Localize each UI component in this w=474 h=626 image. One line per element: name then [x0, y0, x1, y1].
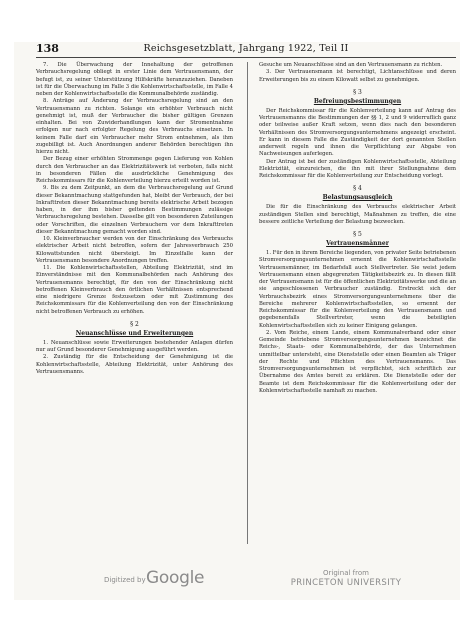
- section-number: § 3: [353, 88, 362, 96]
- section-number: § 5: [353, 231, 362, 238]
- paragraph: 10. Kleinverbraucher werden von der Einschränkung des Verbrauchs elektrischer Arbeit nicht betroffen, sofern der Jahresverbrauch 250 Kilowattstunden nicht übersteigt. Im Einzelfalle kann der Vertrauensmann besondere Anordnungen treffen.: [36, 236, 233, 264]
- paragraph: 2. Vom Reiche, einem Lande, einem Kommunalverband oder einer Gemeinde betriebene Stromversorgungsunternehmen bezeichnet die Reichs-, Staats- oder Kommunalbehörde, der das Unternehmen unmittelbar untersteht, eine Dienststelle oder einen Beamten als Träger der Rechte und Pflichten des Vertrauensmanns. Das Stromversorgungsunternehmen ist verpflichtet, sich schriftlich zur Übernahme des Amtes bereit zu erklären. Die Dienststelle oder der Beamte ist dem Reichskommissar für die Kohlenverteilung oder der Kohlenwirtschaftsstelle namhaft zu machen.: [259, 329, 456, 394]
- digitization-footer: [14, 562, 460, 600]
- google-logo: Google: [146, 568, 205, 588]
- paragraph: 1. Neuanschlüsse sowie Erweiterungen bestehender Anlagen dürfen nur auf Grund besonderer Genehmigung ausgeführt werden.: [36, 339, 233, 353]
- paragraph: Der Reichskommissar für die Kohlenverteilung kann auf Antrag des Vertrauensmanns die Bestimmungen der §§ 1, 2 und 9 widerruflich ganz oder teilweise außer Kraft setzen, wenn dies nach den besonderen Verhältnissen des Stromversorgungsunternehmens angezeigt erscheint. Er kann in diesem Falle die Zuständigkeit der dort genannten Stellen anderweit regeln und ihnen die Verpflichtung zur Abgabe von Nachweisungen auferlegen.: [259, 107, 456, 158]
- paragraph: Die für die Einschränkung des Verbrauchs elektrischer Arbeit zuständigen Stellen sind berechtigt, Maßnahmen zu treffen, die eine bessere zeitliche Verteilung der Belastung bezwecken.: [259, 204, 456, 225]
- running-header: [36, 42, 456, 56]
- paragraph: 8. Anträge auf Änderung der Verbrauchsregelung sind an den Vertrauensmann zu richten. Solange ein erhöhter Verbrauch nicht genehmigt ist, muß der Verbraucher die bisher gültigen Grenzen einhalten. Bei von Zuwiderhandlungen kann der Stromentnahme erfolgen nur nach erfolgter Regelung des Verbrauchs einsetzen. In keinem Falle darf ein Verbraucher mehr Strom entnehmen, als ihm zugebilligt ist. Auch Anordnungen anderer Behörden berechtigen ihn hierzu nicht.: [36, 98, 233, 155]
- left-column: [36, 62, 233, 376]
- paragraph: 2. Zuständig für die Entscheidung der Genehmigung ist die Kohlenwirtschaftsstelle, Abteilung Elektrizität, unter Anhörung des Vertrauensmanns.: [36, 354, 233, 375]
- paragraph: Der Bezug einer erhöhten Strommenge gegen Lieferung von Kohlen durch den Verbraucher an das Elektrizitätswerk ist verboten, falls nicht in besonderen Fällen die ausdrückliche Genehmigung des Reichskommissars für die Kohlenverteilung hierzu erteilt worden ist.: [36, 156, 233, 184]
- paragraph: 11. Die Kohlenwirtschaftsstellen, Abteilung Elektrizität, sind im Einverständnisse mit den Kommunalbehörden nach Anhörung des Vertrauensmanns berechtigt, für den von der Einschränkung nicht betroffenen Kleinverbrauch den örtlichen Verhältnissen entsprechend eine niedrigere Grenze festzusetzen oder mit Zustimmung des Reichskommissars für die Kohlenverteilung den von der Einschränkung nicht betroffenen Verbrauch zu erhöhen.: [36, 265, 233, 315]
- section-heading: Belastungsausgleich: [322, 194, 393, 202]
- section-heading: Befreiungsbestimmungen: [313, 97, 402, 105]
- digitized-by-label: Digitized by: [104, 576, 146, 584]
- running-title: Reichsgesetzblatt, Jahrgang 1922, Teil II: [143, 43, 349, 54]
- paragraph: 7. Die Überwachung der Innehaltung der getroffenen Verbrauchsregelung obliegt in erster Linie dem Vertrauensmann, der befugt ist, zu seiner Unterstützung Hilfskräfte heranzuziehen. Daneben ist für die Überwachung im Falle 3 die Kohlenwirtschaftsstelle, im Falle 4 neben der Kohlenwirtschaftsstelle die Kommunalbehörde zuständig.: [36, 62, 233, 97]
- original-from-label: Original from: [323, 569, 369, 577]
- paragraph: 3. Der Vertrauensmann ist berechtigt, Lichtanschlüsse und deren Erweiterungen bis zu einem Kilowatt selbst zu genehmigen.: [259, 69, 456, 83]
- section-heading: Neuanschlüsse und Erweiterungen: [75, 329, 194, 337]
- paragraph: 9. Bis zu dem Zeitpunkt, an dem die Verbrauchsregelung auf Grund dieser Bekanntmachung stattgefunden hat, bleibt der Verbrauch, der bei Inkrafttreten dieser Bekanntmachung bereits elektrische Arbeit bezogen haben, in der ihm bisher geltenden Bestimmungen zulässige Verbrauchsregelung bestehen. Dasselbe gilt von besonderen Zuteilungen oder Vorschriften, die einzelnen Verbrauchern vor dem Inkrafttreten dieser Bekanntmachung gemacht worden sind.: [36, 185, 233, 235]
- header-rule: [36, 57, 456, 58]
- column-rule: [247, 62, 248, 544]
- page-number: 138: [36, 42, 59, 55]
- section-number: § 2: [130, 320, 139, 328]
- section-heading: Vertrauensmänner: [326, 240, 389, 247]
- paragraph: Gesuche um Neuanschlüsse sind an den Vertrauensmann zu richten.: [259, 62, 443, 68]
- document-page: [14, 42, 460, 600]
- section-number: § 4: [353, 185, 362, 193]
- institution-name: PRINCETON UNIVERSITY: [290, 578, 402, 588]
- paragraph: Der Antrag ist bei der zuständigen Kohlenwirtschaftsstelle, Abteilung Elektrizität, einzureichen, die ihn mit ihrer Stellungnahme dem Reichskommissar für die Kohlenverteilung zur Entscheidung vorlegt.: [259, 158, 456, 179]
- original-source: [276, 568, 416, 589]
- paragraph: 1. Für den in ihrem Bereiche liegenden, von privater Seite betriebenen Stromversorgungsunternehmen ernennt die Kohlenwirtschaftsstelle Vertrauensmänner, im Bedarfsfall auch Stellvertreter. Sie weist jedem Vertrauensmann einen abgegrenzten Tätigkeitsbezirk zu. In diesen fällt der Vertrauensmann ist für die öffentlichen Elektrizitätswerke und die an sie angeschlossenen Verbraucher zuständig. Erstreckt sich der Verbrauchsbezirk eines Stromversorgungsunternehmens über die Bereiche mehrerer Kohlenwirtschaftsstellen, so ernennt der Reichskommissar für die Kohlenverteilung den Vertrauensmann und gegebenenfalls Stellvertreter, wenn die beteiligten Kohlenwirtschaftsstellen sich zu keiner Einigung gelangen.: [259, 250, 457, 329]
- right-column: [259, 62, 456, 395]
